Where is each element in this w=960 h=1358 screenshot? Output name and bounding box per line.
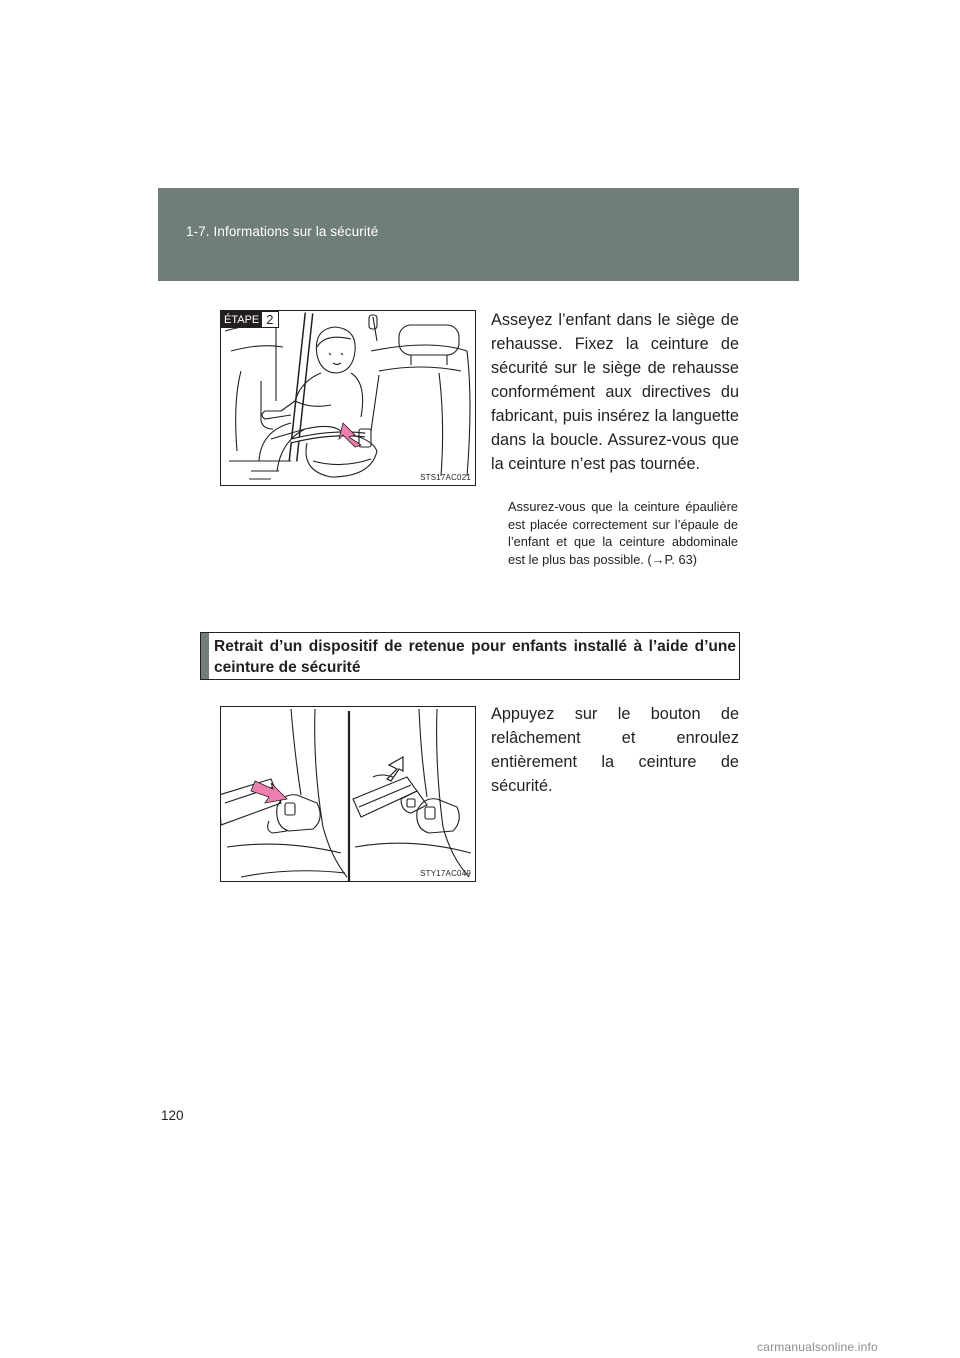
removal-instruction: Appuyez sur le bouton de relâchement et enroulez entièrement la ceinture de sécurité.: [491, 705, 739, 795]
press-arrow-icon: [251, 781, 287, 803]
buckle-release-illustration: [220, 706, 476, 882]
child-booster-drawing: [221, 311, 476, 486]
subsection-accent-bar: [201, 633, 209, 679]
figure-code: STS17AC021: [420, 473, 471, 482]
step-note: Assurez-vous que la ceinture épaulière est placée correctement sur l’épaule de l’enfant et que la ceinture abdominale est le plus bas possible. (→P. 63): [508, 499, 738, 567]
page-number: 120: [161, 1108, 184, 1123]
subsection-heading: [200, 632, 740, 680]
step-badge-label: ÉTAPE: [221, 311, 262, 328]
subsection-title: Retrait d’un dispositif de retenue pour enfants installé à l’aide d’une ceinture de sécurité: [214, 638, 736, 676]
step-badge-number: 2: [262, 311, 278, 328]
booster-seat-illustration: [220, 310, 476, 486]
buckle-release-drawing: [221, 707, 476, 882]
figure-code: STY17AC049: [420, 869, 471, 878]
step-badge: [221, 311, 279, 328]
step-instruction: Asseyez l’enfant dans le siège de rehausse. Fixez la ceinture de sécurité sur le siège de rehausse conformément aux directives du fabricant, puis insérez la languette dans la boucle. Assurez-vous que la ceinture n’est pas tournée.: [491, 311, 739, 473]
watermark: carmanualsonline.info: [757, 1340, 878, 1354]
section-title: 1-7. Informations sur la sécurité: [186, 224, 379, 239]
